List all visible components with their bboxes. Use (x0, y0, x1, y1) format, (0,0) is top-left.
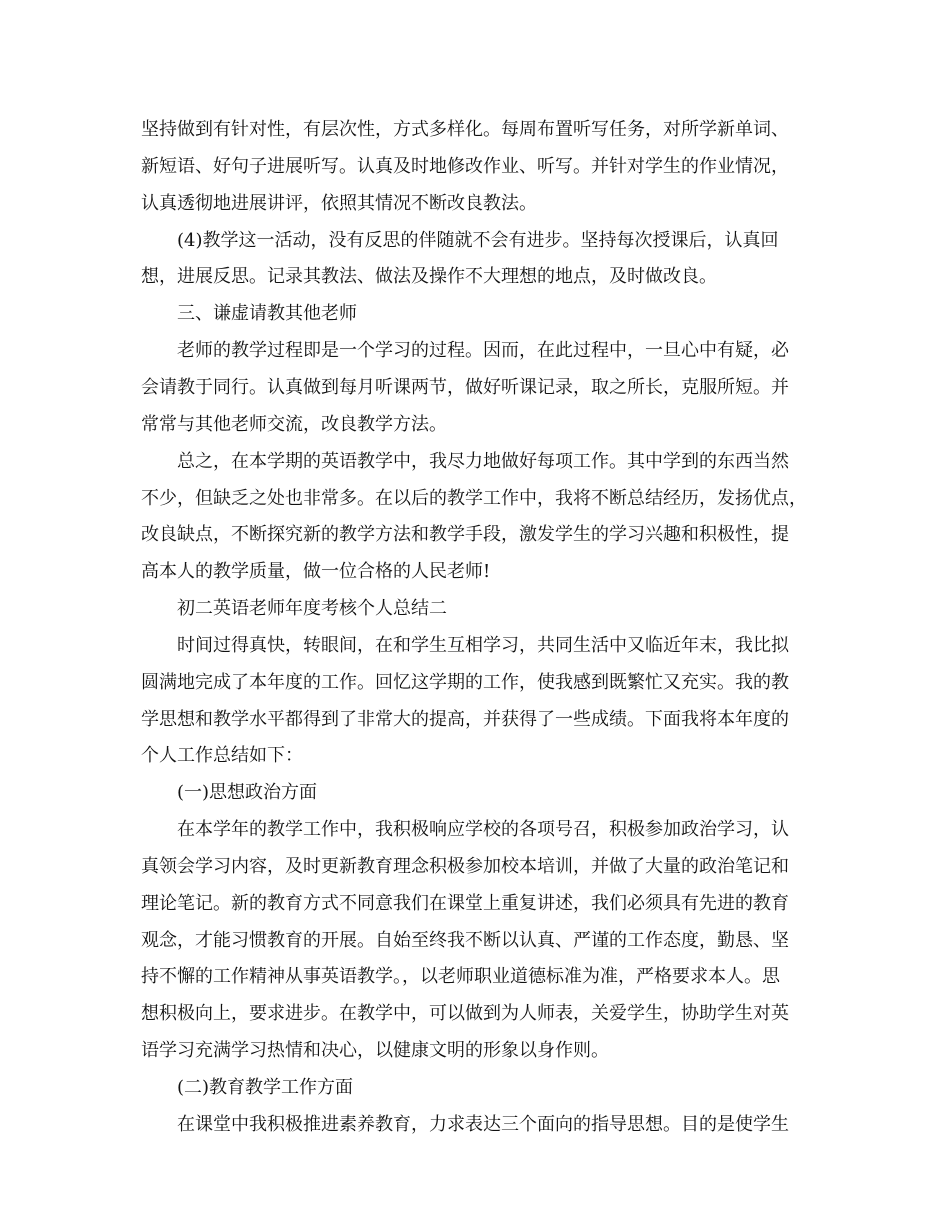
text-line: 总之，在本学期的英语教学中，我尽力地做好每项工作。其中学到的东西当然 (177, 451, 789, 472)
text-line: 想，进展反思。记录其教法、做法及操作不大理想的地点，及时做改良。 (141, 266, 717, 287)
text-line: 理论笔记。新的教育方式不同意我们在课堂上重复讲述，我们必须具有先进的教育 (141, 893, 789, 914)
text-line: 坚持做到有针对性，有层次性，方式多样化。每周布置听写任务，对所学新单词、 (141, 119, 789, 140)
text-line: 时间过得真快，转眼间，在和学生互相学习，共同生活中又临近年末，我比拟 (177, 635, 789, 656)
text-line: 在本学年的教学工作中，我积极响应学校的各项号召，积极参加政治学习，认 (177, 819, 789, 840)
text-line: 认真透彻地进展讲评，依照其情况不断改良教法。 (141, 193, 537, 214)
text-line: 高本人的教学质量，做一位合格的人民老师! (141, 561, 491, 582)
text-line: (4)教学这一活动，没有反思的伴随就不会有进步。坚持每次授课后，认真回 (177, 230, 779, 251)
text-line: 观念，才能习惯教育的开展。自始至终我不断以认真、严谨的工作态度，勤恳、坚 (141, 930, 789, 951)
section-heading: (一)思想政治方面 (177, 782, 318, 803)
text-line: 会请教于同行。认真做到每月听课两节，做好听课记录，取之所长，克服所短。并 (141, 377, 789, 398)
text-line: 学思想和教学水平都得到了非常大的提高，并获得了一些成绩。下面我将本年度的 (141, 709, 789, 730)
text-line: 不少，但缺乏之处也非常多。在以后的教学工作中，我将不断总结经历，发扬优点， (141, 488, 807, 509)
section-heading: 三、谦虚请教其他老师 (177, 303, 357, 324)
section-heading: 初二英语老师年度考核个人总结二 (177, 598, 447, 619)
text-line: 圆满地完成了本年度的工作。回忆这学期的工作，使我感到既繁忙又充实。我的教 (141, 672, 789, 693)
text-line: 想积极向上，要求进步。在教学中，可以做到为人师表，关爱学生，协助学生对英 (141, 1003, 789, 1024)
text-line: 个人工作总结如下： (141, 745, 303, 766)
text-line: 真领会学习内容，及时更新教育理念积极参加校本培训，并做了大量的政治笔记和 (141, 856, 789, 877)
section-heading: (二)教育教学工作方面 (177, 1077, 354, 1098)
text-line: 老师的教学过程即是一个学习的过程。因而，在此过程中，一旦心中有疑，必 (177, 340, 789, 361)
text-line: 新短语、好句子进展听写。认真及时地修改作业、听写。并针对学生的作业情况， (141, 156, 789, 177)
text-line: 改良缺点，不断探究新的教学方法和教学手段，激发学生的学习兴趣和积极性，提 (141, 524, 789, 545)
text-line: 持不懈的工作精神从事英语教学。，以老师职业道德标准为准，严格要求本人。思 (141, 966, 780, 987)
text-line: 在课堂中我积极推进素养教育，力求表达三个面向的指导思想。目的是使学生 (177, 1114, 789, 1135)
text-line: 常常与其他老师交流，改良教学方法。 (141, 414, 447, 435)
text-line: 语学习充满学习热情和决心，以健康文明的形象以身作则。 (141, 1040, 609, 1061)
